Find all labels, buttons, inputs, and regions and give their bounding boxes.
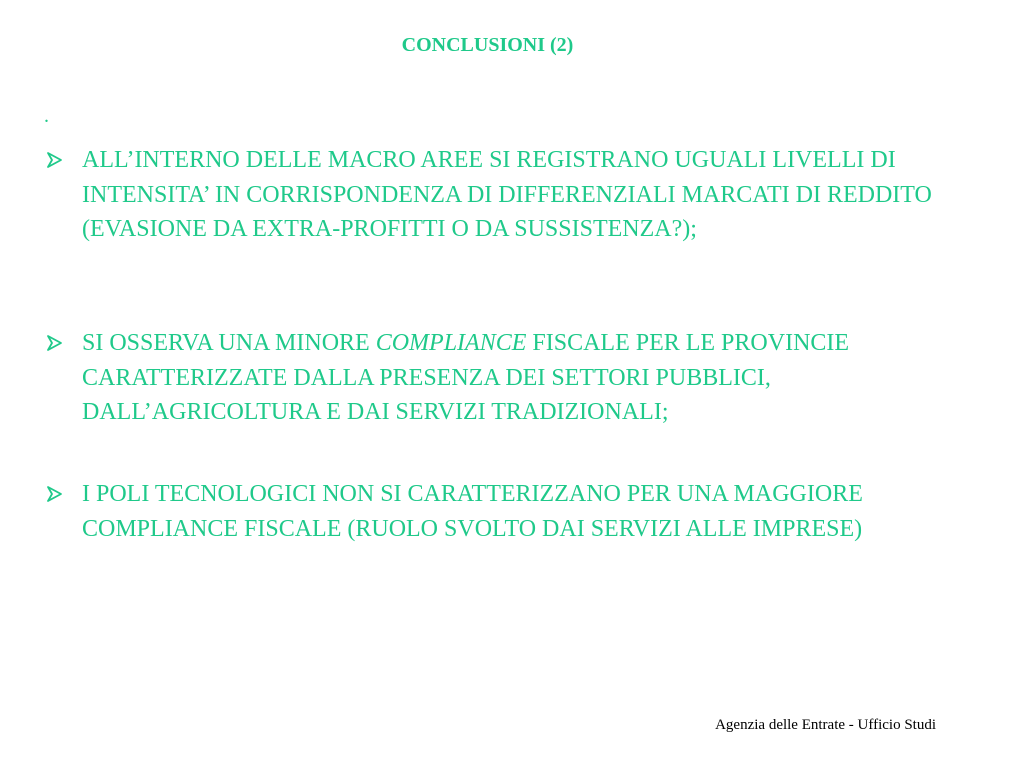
bullet-text-before: SI OSSERVA UNA MINORE [82,330,376,356]
bullet-text [82,326,976,430]
bullet-item [46,143,976,247]
stray-dot: . [44,105,49,127]
bullet-item [46,477,976,546]
bullet-text-emphasis: COMPLIANCE [375,330,527,356]
slide-title: CONCLUSIONI (2) [401,34,574,56]
bullet-text: I POLI TECNOLOGICI NON SI CARATTERIZZANO PER UNA MAGGIORE COMPLIANCE FISCALE (RUOLO SVOLTO DAI SERVIZI ALLE IMPRESE) [82,481,863,542]
arrow-bullet-icon [46,477,82,511]
arrow-bullet-icon [46,326,82,360]
slide-footer: Agenzia delle Entrate - Ufficio Studi [715,717,936,733]
bullet-item [46,326,976,430]
bullet-text-after: FISCALE PER LE PROVINCIE CARATTERIZZATE DALLA PRESENZA DEI SETTORI PUBBLICI, DALL’AGRICOLTURA E DAI SERVIZI TRADIZIONALI; [82,330,850,425]
arrow-bullet-icon [46,143,82,177]
bullet-text: ALL’INTERNO DELLE MACRO AREE SI REGISTRANO UGUALI LIVELLI DI INTENSITA’ IN CORRISPONDENZA DI DIFFERENZIALI MARCATI DI REDDITO (EVASIONE DA EXTRA-PROFITTI O DA SUSSISTENZA?); [82,147,932,242]
